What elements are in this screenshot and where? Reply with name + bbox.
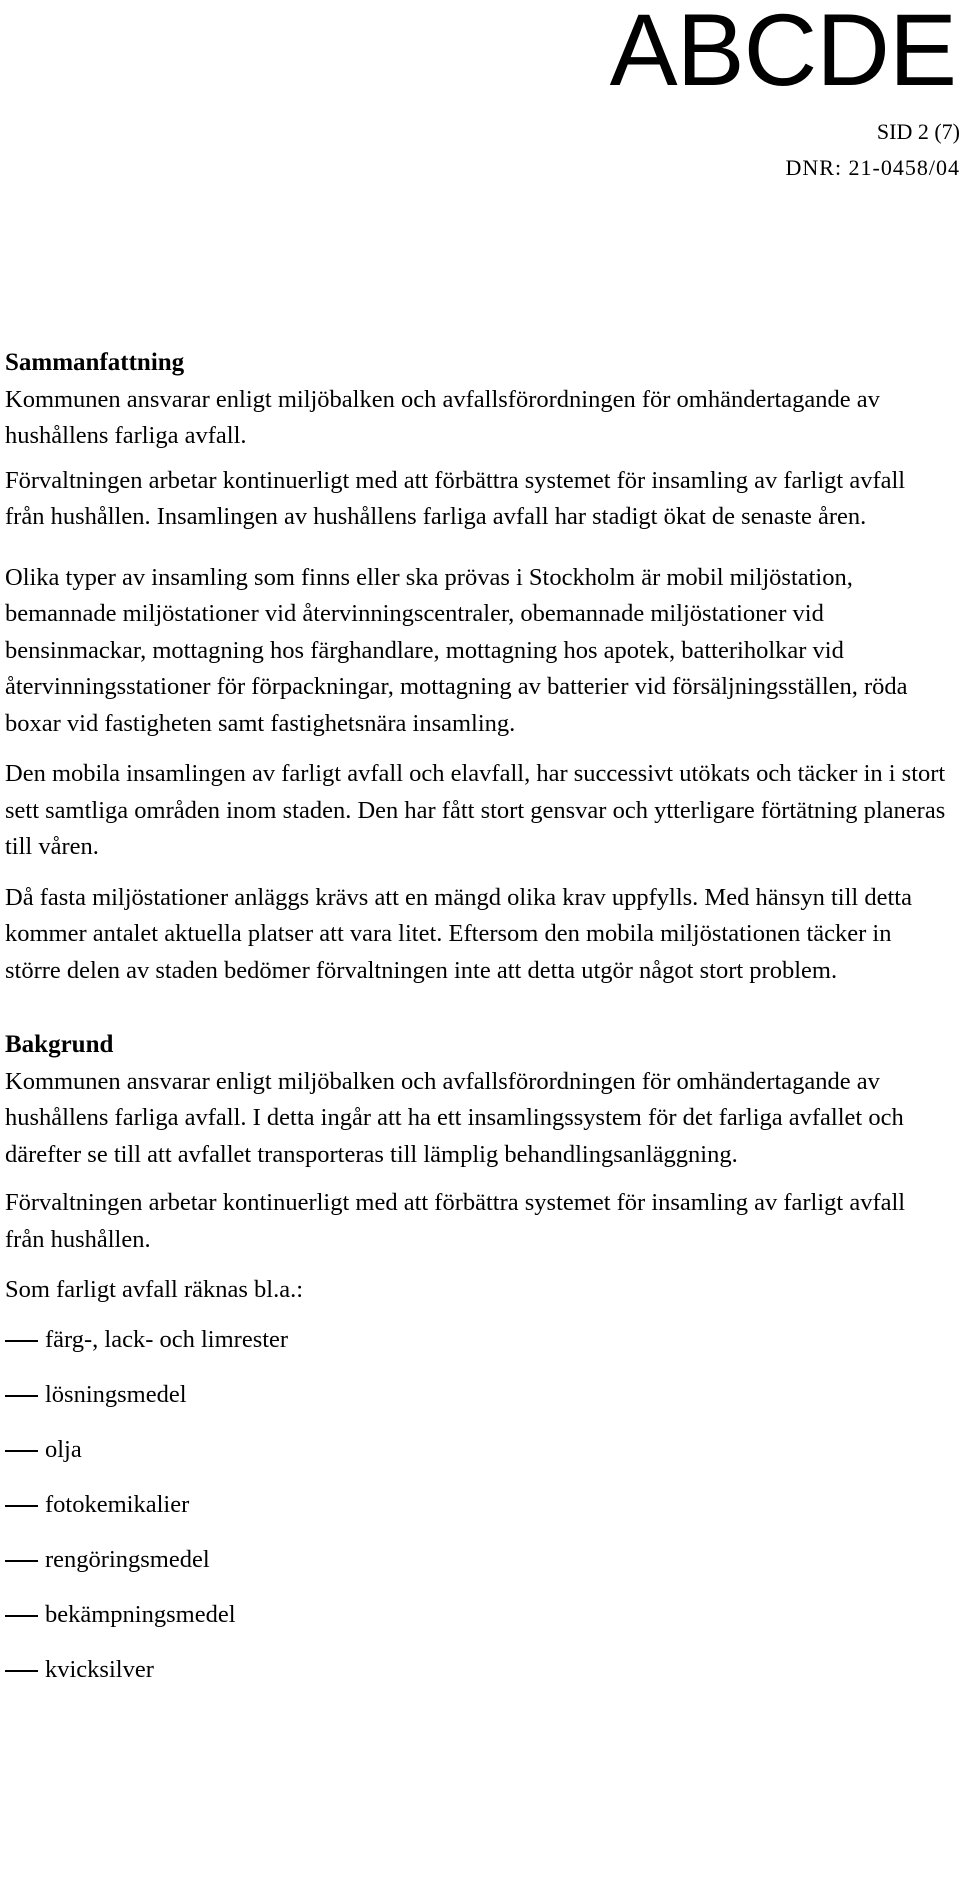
list-item-text: rengöringsmedel (45, 1546, 210, 1574)
section-sammanfattning (5, 345, 950, 989)
list-item-text: fotokemikalier (45, 1491, 190, 1519)
diary-number: DNR: 21-0458/04 (785, 155, 960, 180)
dash-bullet-icon (5, 1395, 38, 1397)
dash-bullet-icon (5, 1615, 38, 1617)
list-item-text: olja (45, 1436, 82, 1464)
company-logo: ABCDE (609, 0, 956, 107)
paragraph: Kommunen ansvarar enligt miljöbalken och avfallsförordningen för omhändertagande av hushållens farliga avfall. (5, 385, 880, 449)
list-item (5, 1598, 950, 1634)
document-body (5, 345, 950, 1708)
paragraph: Förvaltningen arbetar kontinuerligt med att förbättra systemet för insamling av farligt avfall från hushållen. Insamlingen av hushållens farliga avfall har stadigt ökat de senaste åren. (5, 466, 906, 530)
list-item (5, 1378, 950, 1414)
list-item (5, 1488, 950, 1524)
list-item (5, 1433, 950, 1469)
paragraph: Den mobila insamlingen av farligt avfall och elavfall, har successivt utökats och täcker in i stort sett samtliga områden inom staden. Den har fått stort gensvar och ytterligare förtätning planeras till våren. (5, 760, 946, 860)
list-item (5, 1543, 950, 1579)
section-heading-sammanfattning: Sammanfattning (5, 349, 185, 376)
dash-bullet-icon (5, 1340, 38, 1342)
list-item-text: kvicksilver (45, 1656, 154, 1684)
list-item-text: färg-, lack- och limrester (45, 1326, 289, 1354)
section-heading-bakgrund: Bakgrund (5, 1031, 114, 1058)
section-bakgrund (5, 1027, 950, 1689)
paragraph: Kommunen ansvarar enligt miljöbalken och avfallsförordningen för omhändertagande av hushållens farliga avfall. I detta ingår att ha ett insamlingssystem för det farliga avfallet och därefter se till att avfallet transporteras till lämplig behandlingsanläggning. (5, 1067, 904, 1168)
page-number: SID 2 (7) (876, 119, 960, 144)
dash-bullet-icon (5, 1670, 38, 1672)
dash-bullet-icon (5, 1505, 38, 1507)
list-item-text: lösningsmedel (45, 1381, 187, 1409)
paragraph: Olika typer av insamling som finns eller ska prövas i Stockholm är mobil miljöstation, bemannade miljöstationer vid återvinningscentraler, obemannade miljöstationer vid bensinmackar, mottagning hos färghandlare, mottagning hos apotek, batteriholkar vid återvinningsstationer för förpackningar, mottagning av batterier vid försäljningsställen, röda boxar vid fastigheten samt fastighetsnära insamling. (5, 563, 908, 737)
dash-bullet-icon (5, 1560, 38, 1562)
hazardous-waste-list (5, 1323, 950, 1689)
document-meta (786, 114, 960, 186)
paragraph: Då fasta miljöstationer anläggs krävs att en mängd olika krav uppfylls. Med hänsyn till detta kommer antalet aktuella platser att vara litet. Eftersom den mobila miljöstationen täcker in större delen av staden bedömer förvaltningen inte att detta utgör något stort problem. (5, 883, 912, 984)
list-item (5, 1653, 950, 1689)
paragraph: Som farligt avfall räknas bl.a.: (5, 1276, 303, 1303)
dash-bullet-icon (5, 1450, 38, 1452)
paragraph: Förvaltningen arbetar kontinuerligt med att förbättra systemet för insamling av farligt avfall från hushållen. (5, 1189, 906, 1253)
list-item (5, 1323, 950, 1359)
list-item-text: bekämpningsmedel (45, 1601, 236, 1629)
